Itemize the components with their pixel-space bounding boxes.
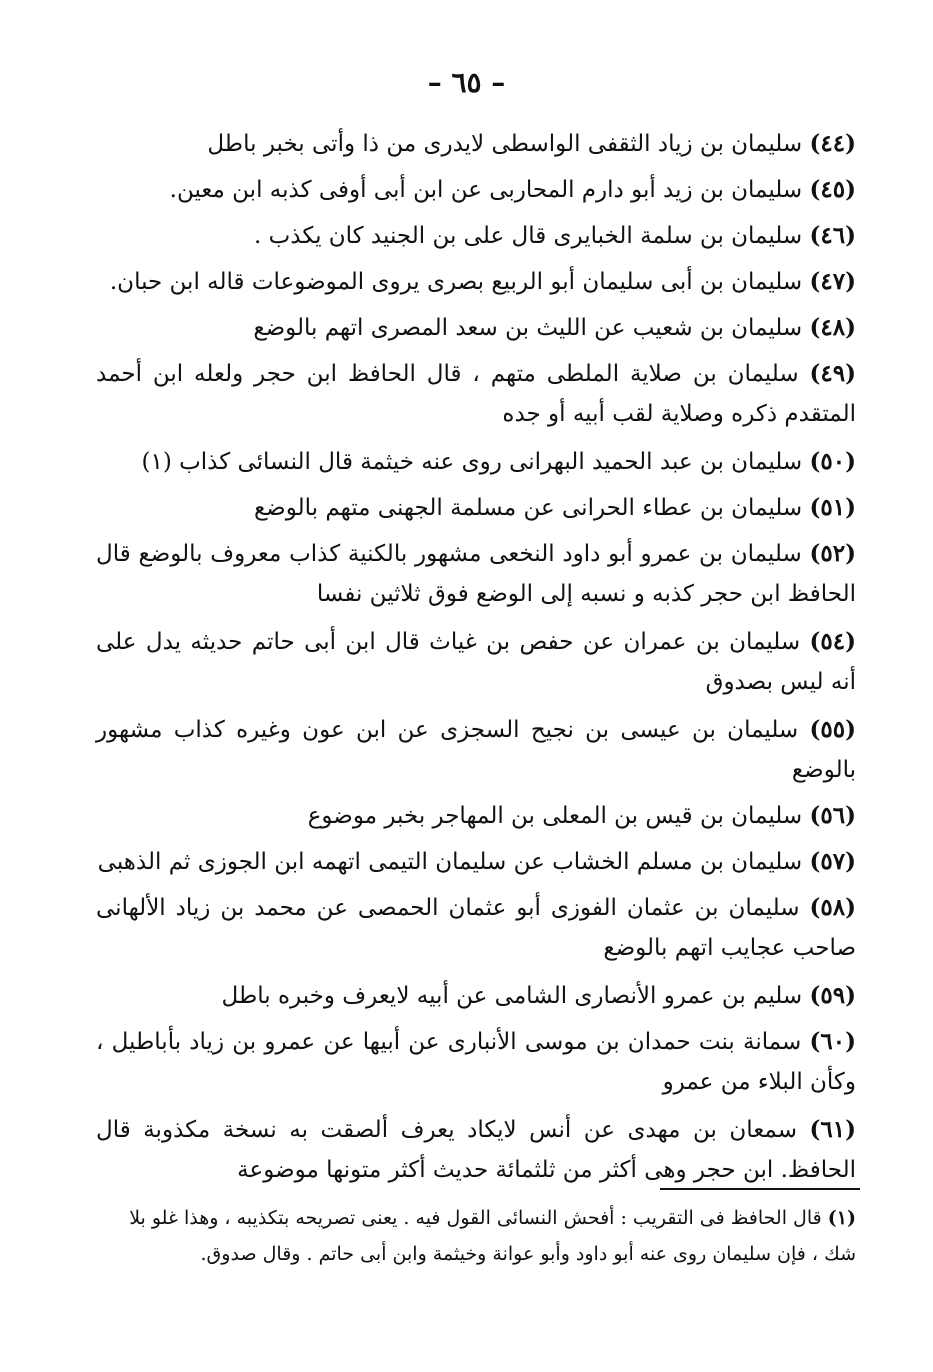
entry-text: سمانة بنت حمدان بن موسى الأنبارى عن أبيها عن عمرو بن زياد بأباطيل ، وكأن البلاء من عمرو (96, 1029, 856, 1095)
entry-text: سليمان بن عمرو أبو داود النخعى مشهور بالكنية كذاب معروف بالوضع قال الحافظ ابن حجر كذبه و نسبه إلى الوضع فوق ثلاثين نفسا (96, 541, 856, 607)
footnote (96, 1200, 856, 1272)
entry-49 (96, 354, 856, 434)
entry-text: سليمان بن أبى سليمان أبو الربيع بصرى يروى الموضوعات قاله ابن حبان. (109, 269, 803, 295)
entry-44 (96, 124, 856, 164)
entry-text: سليمان بن عبد الحميد البهرانى روى عنه خيثمة قال النسائى كذاب (١) (141, 449, 803, 475)
footnote-divider (660, 1188, 860, 1190)
entry-number: (٥٨) (809, 894, 857, 921)
entry-number: (٥٦) (809, 802, 856, 829)
page-number: – ٦٥ – (427, 66, 506, 99)
entry-number: (٤٥) (809, 176, 856, 203)
entry-number: (٤٤) (809, 130, 856, 157)
entry-text: سليمان بن عيسى بن نجيح السجزى عن ابن عون وغيره كذاب مشهور بالوضع (96, 717, 856, 783)
entry-57 (96, 842, 856, 882)
entry-51 (96, 488, 856, 528)
entry-47 (96, 262, 856, 302)
entry-text: سليم بن عمرو الأنصارى الشامى عن أبيه لايعرف وخبره باطل (221, 983, 803, 1009)
entry-54 (96, 622, 856, 702)
entry-number: (٦١) (809, 1116, 856, 1143)
entry-number: (٥٤) (809, 628, 856, 655)
entry-text: سليمان بن صلاية الملطى متهم ، قال الحافظ ابن حجر ولعله ابن أحمد المتقدم ذكره وصلاية لقب أبيه أو جده (96, 361, 856, 427)
footnote-number: (١) (827, 1207, 856, 1229)
entry-number: (٦٠) (809, 1028, 856, 1055)
entry-number: (٤٨) (809, 314, 856, 341)
entry-text: سليمان بن شعيب عن الليث بن سعد المصرى اتهم بالوضع (253, 315, 803, 341)
entry-58 (96, 888, 856, 968)
entry-45 (96, 170, 856, 210)
entry-text: سليمان بن عمران عن حفص بن غياث قال ابن أبى حاتم حديثه يدل على أنه ليس بصدوق (96, 629, 856, 695)
entry-number: (٥١) (809, 494, 856, 521)
entry-text: سليمان بن عطاء الحرانى عن مسلمة الجهنى متهم بالوضع (253, 495, 803, 521)
entry-text: سليمان بن زياد الثقفى الواسطى لايدرى من ذا وأتى بخبر باطل (207, 131, 803, 157)
entry-text: سليمان بن سلمة الخبايرى قال على بن الجنيد كان يكذب . (254, 223, 803, 249)
entry-48 (96, 308, 856, 348)
footnote-text: قال الحافظ فى التقريب : أفحش النسائى القول فيه . يعنى تصريحه بتكذيبه ، وهذا غلو بلا شك ، فإن سليمان روى عنه أبو داود وأبو عوانة وخيثمة وابن أبى حاتم . وقال صدوق. (129, 1207, 856, 1265)
entry-number: (٥٠) (809, 448, 856, 475)
entry-number: (٥٧) (809, 848, 856, 875)
entry-number: (٥٥) (809, 716, 856, 743)
entry-number: (٤٩) (809, 360, 856, 387)
narrator-entries-list (96, 124, 856, 1198)
entry-text: سليمان بن عثمان الفوزى أبو عثمان الحمصى عن محمد بن زياد الألهانى صاحب عجايب اتهم بالوضع (96, 895, 856, 961)
entry-55 (96, 710, 856, 790)
entry-number: (٤٧) (809, 268, 856, 295)
entry-59 (96, 976, 856, 1016)
entry-46 (96, 216, 856, 256)
entry-61 (96, 1110, 856, 1190)
entry-text: سليمان بن مسلم الخشاب عن سليمان التيمى اتهمه ابن الجوزى ثم الذهبى (97, 849, 803, 875)
entry-60 (96, 1022, 856, 1102)
entry-text: سليمان بن قيس بن المعلى بن المهاجر بخبر موضوع (307, 803, 803, 829)
entry-number: (٤٦) (809, 222, 856, 249)
entry-56 (96, 796, 856, 836)
entry-50 (96, 442, 856, 482)
entry-number: (٥٩) (809, 982, 856, 1009)
entry-text: سليمان بن زيد أبو دارم المحاربى عن ابن أبى أوفى كذبه ابن معين. (169, 177, 803, 203)
entry-number: (٥٢) (809, 540, 856, 567)
entry-52 (96, 534, 856, 614)
entry-text: سمعان بن مهدى عن أنس لايكاد يعرف ألصقت به نسخة مكذوبة قال الحافظ. ابن حجر وهى أكثر من ثلثمائة حديث أكثر متونها موضوعة (96, 1117, 856, 1183)
